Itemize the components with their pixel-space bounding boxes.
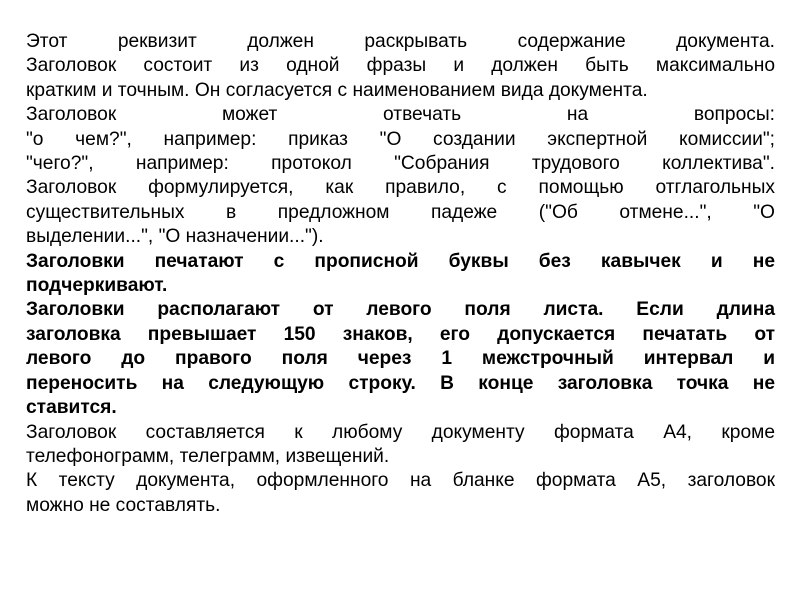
text-line: Заголовок формулируется, как правило, с помощью отглагольных <box>26 177 775 199</box>
paragraph-heading-questions <box>26 103 775 249</box>
paragraph-heading-purpose <box>26 30 775 103</box>
text-line: существительных в предложном падеже ("Об отмене...", "О <box>26 201 775 223</box>
text-line: Этот реквизит должен раскрывать содержание документа. <box>26 31 775 52</box>
text-line: "о чем?", например: приказ "О создании экспертной комиссии"; <box>26 128 775 150</box>
paragraph-placement-rule <box>26 298 775 420</box>
paragraph-capital-letter-rule <box>26 250 775 299</box>
paragraph-a5-format <box>26 469 775 518</box>
text-line: "чего?", например: протокол "Собрания трудового коллектива". <box>26 153 775 175</box>
text-line: левого до правого поля через 1 межстрочный интервал и <box>26 348 775 370</box>
text-line: можно не составлять. <box>26 494 221 516</box>
text-line: ставится. <box>26 397 117 419</box>
text-line: Заголовок составляется к любому документу формата А4, кроме <box>26 421 775 443</box>
text-line: выделении...", "О назначении..."). <box>26 226 324 248</box>
text-line: переносить на следующую строку. В конце заголовка точка не <box>26 372 775 394</box>
text-line: Заголовки располагают от левого поля листа. Если длина <box>26 299 775 321</box>
text-line: К тексту документа, оформленного на бланке формата А5, заголовок <box>26 470 775 492</box>
text-line: Заголовок может отвечать на вопросы: <box>26 104 775 126</box>
text-line: Заголовки печатают с прописной буквы без кавычек и не <box>26 250 775 272</box>
paragraph-a4-format <box>26 421 775 470</box>
text-line: Заголовок состоит из одной фразы и должен быть максимально <box>26 55 775 77</box>
text-line: кратким и точным. Он согласуется с наименованием вида документа. <box>26 79 648 101</box>
text-line: телефонограмм, телеграмм, извещений. <box>26 445 390 467</box>
text-line: заголовка превышает 150 знаков, его допускается печатать от <box>26 323 775 345</box>
text-line: подчеркивают. <box>26 275 168 297</box>
